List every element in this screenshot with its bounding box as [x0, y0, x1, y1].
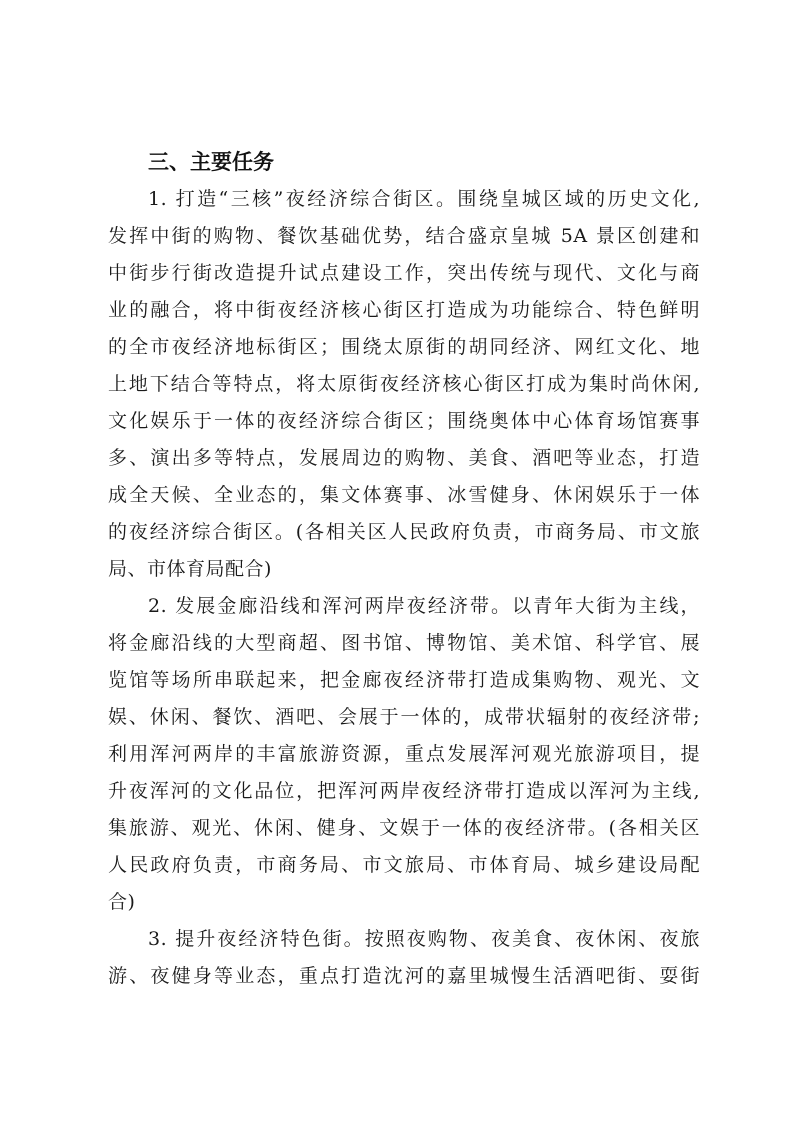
paragraph-line: 中街步行街改造提升试点建设工作，突出传统与现代、文化与商 [108, 262, 700, 284]
paragraph-line: 娱、休闲、餐饮、酒吧、会展于一体的，成带状辐射的夜经济带; [108, 706, 700, 728]
paragraph-line: 升夜浑河的文化品位，把浑河两岸夜经济带打造成以浑河为主线, [108, 780, 700, 802]
paragraph-line: 文化娱乐于一体的夜经济综合街区；围绕奥体中心体育场馆赛事 [108, 410, 700, 432]
paragraph-line: 的夜经济综合街区。(各相关区人民政府负责，市商务局、市文旅 [108, 521, 700, 543]
paragraph-task-3 [108, 921, 700, 995]
paragraph-line: 的全市夜经济地标街区；围绕太原街的胡同经济、网红文化、地 [108, 336, 700, 358]
paragraph-line: 游、夜健身等业态，重点打造沈河的嘉里城慢生活酒吧街、耍街 [108, 965, 700, 987]
paragraph-line: 上地下结合等特点，将太原街夜经济核心街区打成为集时尚休闲, [108, 373, 700, 395]
paragraph-line: 成全天候、全业态的，集文体赛事、冰雪健身、休闲娱乐于一体 [108, 484, 700, 506]
paragraph-line: 多、演出多等特点，发展周边的购物、美食、酒吧等业态，打造 [108, 447, 700, 469]
paragraph-line: 业的融合，将中街夜经济核心街区打造成为功能综合、特色鲜明 [108, 299, 700, 321]
document-body [108, 144, 700, 995]
section-heading: 三、主要任务 [148, 150, 274, 174]
paragraph-task-1 [108, 181, 700, 588]
paragraph-line: 览馆等场所串联起来，把金廊夜经济带打造成集购物、观光、文 [108, 669, 700, 691]
paragraph-line: 1. 打造“三核”夜经济综合街区。围绕皇城区域的历史文化, [148, 188, 700, 210]
paragraph-line: 3. 提升夜经济特色街。按照夜购物、夜美食、夜休闲、夜旅 [148, 928, 700, 950]
paragraph-line: 局、市体育局配合) [108, 558, 272, 580]
paragraph-line: 2. 发展金廊沿线和浑河两岸夜经济带。以青年大街为主线， [148, 595, 700, 617]
paragraph-line: 人民政府负责，市商务局、市文旅局、市体育局、城乡建设局配 [108, 854, 700, 876]
paragraph-line: 将金廊沿线的大型商超、图书馆、博物馆、美术馆、科学官、展 [108, 632, 700, 654]
paragraph-line: 集旅游、观光、休闲、健身、文娱于一体的夜经济带。(各相关区 [108, 817, 700, 839]
paragraph-line: 合) [108, 891, 136, 913]
paragraph-task-2 [108, 588, 700, 921]
paragraph-line: 利用浑河两岸的丰富旅游资源，重点发展浑河观光旅游项目，提 [108, 743, 700, 765]
paragraph-line: 发挥中街的购物、餐饮基础优势，结合盛京皇城 5A 景区创建和 [108, 225, 700, 247]
